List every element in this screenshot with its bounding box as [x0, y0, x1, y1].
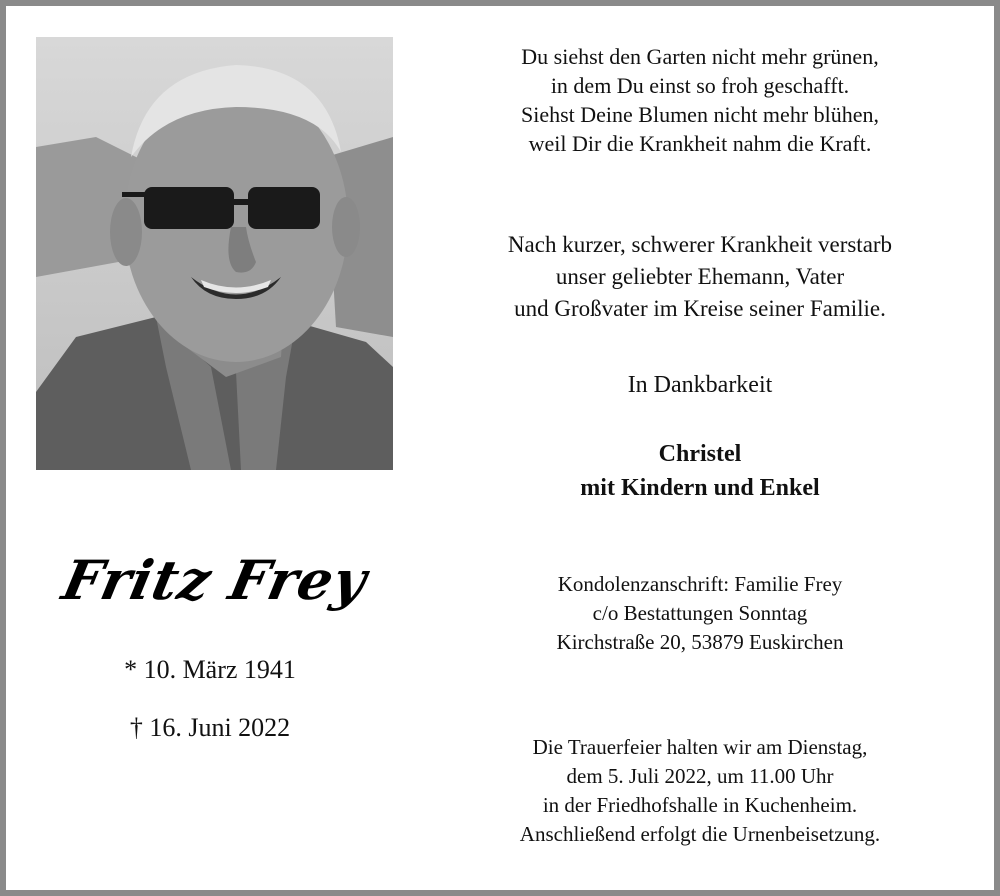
notice-line: Nach kurzer, schwerer Krankheit verstarb	[507, 232, 893, 257]
funeral-line: dem 5. Juli 2022, um 11.00 Uhr	[566, 764, 834, 788]
poem-line: in dem Du einst so froh geschafft.	[550, 73, 850, 98]
condolence-address	[440, 570, 960, 657]
family-line: Christel	[658, 441, 742, 467]
thanks-line: In Dankbarkeit	[627, 372, 773, 398]
funeral-line: in der Friedhofshalle in Kuchenheim.	[542, 793, 858, 817]
poem-line: Du siehst den Garten nicht mehr grünen,	[521, 44, 879, 69]
birth-date: * 10. März 1941	[124, 655, 296, 684]
funeral-info	[440, 733, 960, 849]
poem	[440, 42, 960, 158]
notice-line: unser geliebter Ehemann, Vater	[555, 264, 845, 289]
address-line: Kirchstraße 20, 53879 Euskirchen	[556, 630, 844, 654]
address-line: Kondolenzanschrift: Familie Frey	[557, 572, 843, 596]
poem-line: weil Dir die Krankheit nahm die Kraft.	[528, 131, 872, 156]
address-line: c/o Bestattungen Sonntag	[592, 601, 808, 625]
poem-line: Siehst Deine Blumen nicht mehr blühen,	[520, 102, 880, 127]
notice-line: und Großvater im Kreise seiner Familie.	[514, 296, 886, 321]
funeral-line: Die Trauerfeier halten wir am Dienstag,	[532, 735, 868, 759]
funeral-line: Anschließend erfolgt die Urnenbeisetzung.	[519, 822, 881, 846]
death-date: † 16. Juni 2022	[129, 713, 291, 742]
family-signature	[440, 437, 960, 505]
family-line: mit Kindern und Enkel	[580, 475, 820, 501]
portrait-photo-icon	[36, 37, 393, 470]
deceased-name: Fritz Frey	[57, 548, 373, 612]
death-notice	[440, 229, 960, 325]
